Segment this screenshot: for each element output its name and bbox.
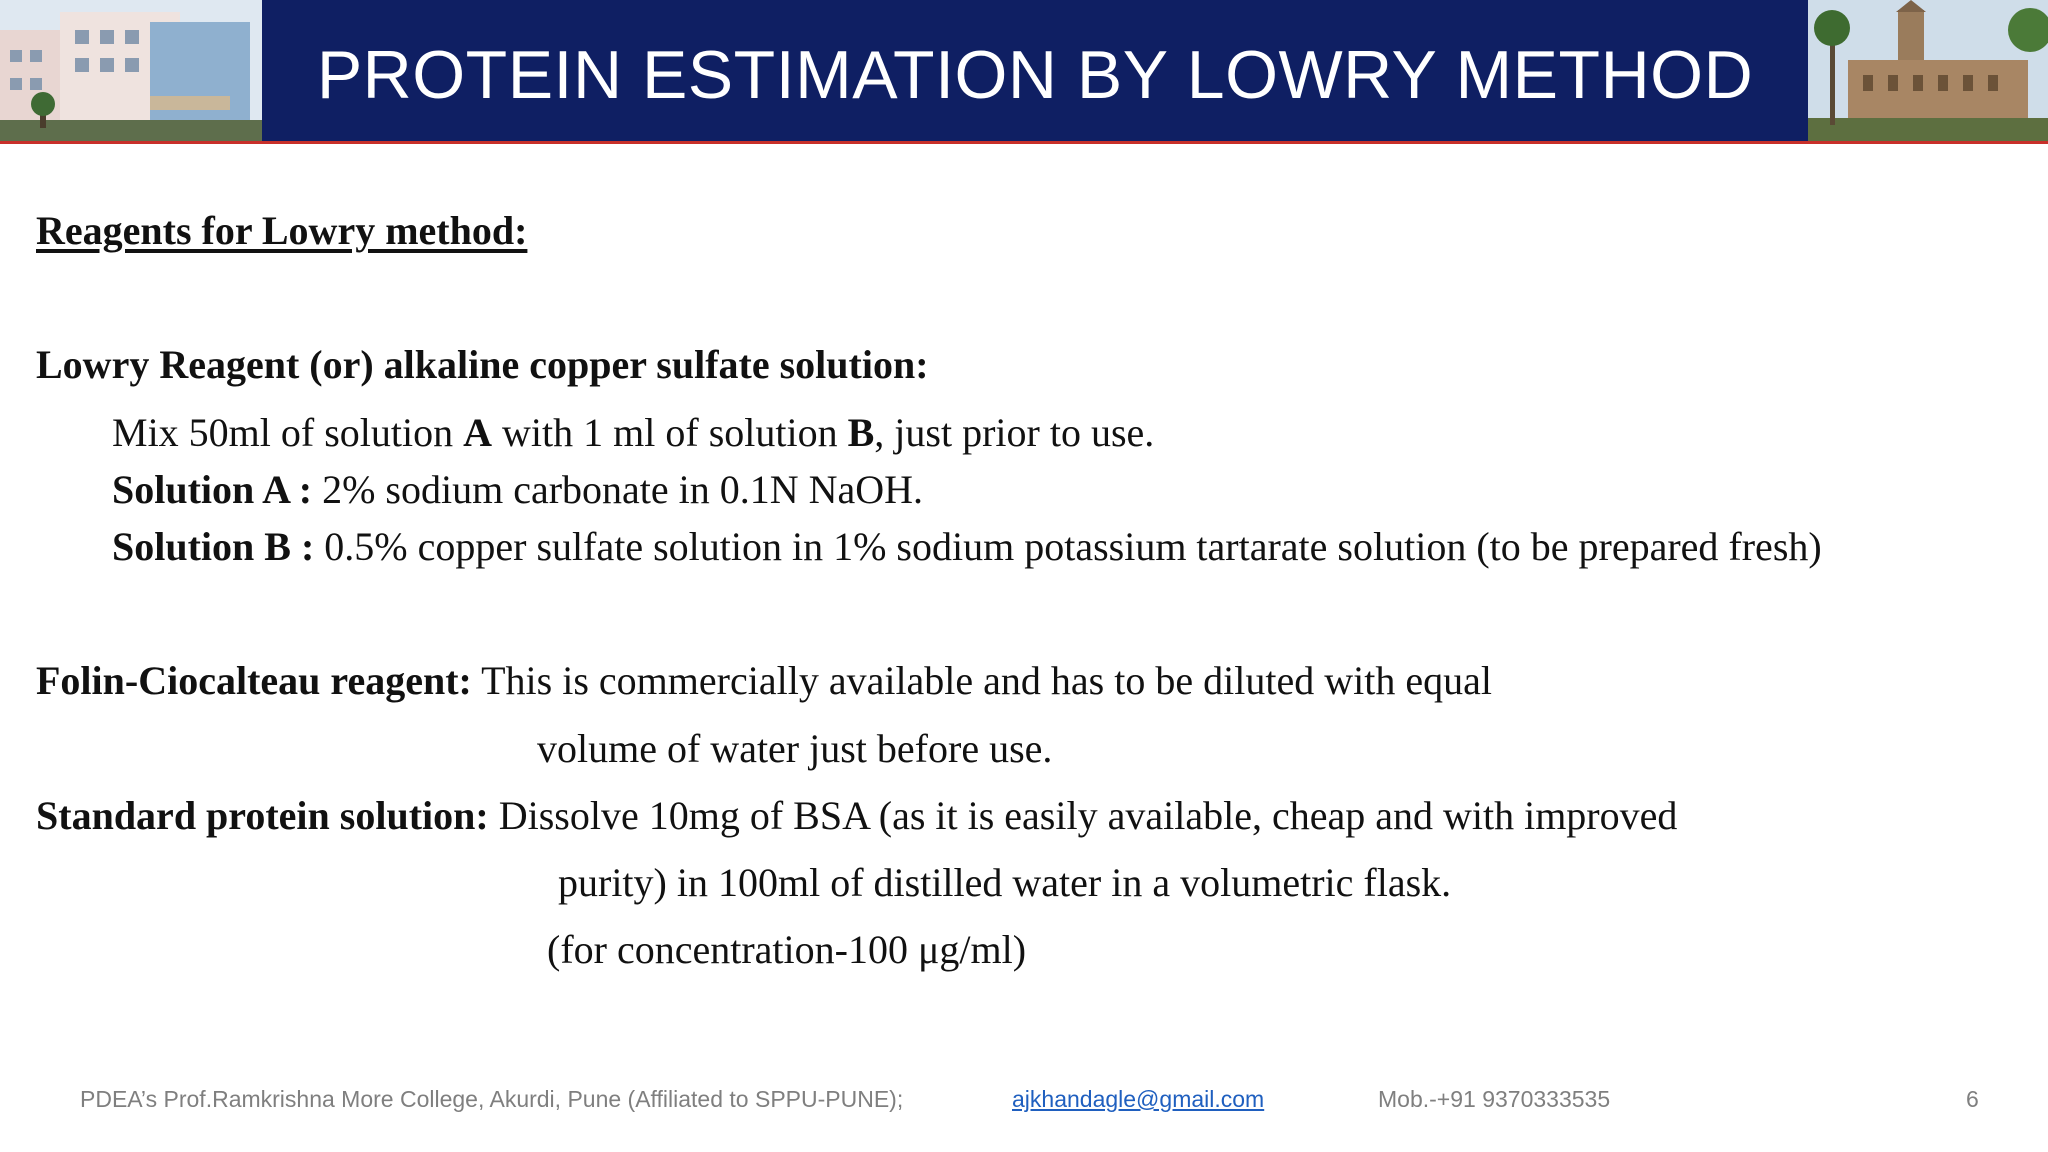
college-building-photo (0, 0, 262, 141)
footer-mobile: Mob.-+91 9370333535 (1378, 1086, 1611, 1112)
slide-title: PROTEIN ESTIMATION BY LOWRY METHOD (316, 36, 1754, 113)
standard-line-2: purity) in 100ml of distilled water in a volumetric flask. (558, 860, 1452, 905)
heritage-building-image (1808, 0, 2048, 141)
lowry-reagent-label: Lowry Reagent (or) alkaline copper sulfate solution: (36, 342, 929, 387)
footer-email-link[interactable]: ajkhandagle@gmail.com (1012, 1086, 1265, 1112)
solution-b-label: Solution B : (112, 524, 325, 569)
lowry-mix-instruction (112, 410, 1155, 455)
mix-solution-b: B (847, 410, 875, 455)
mix-text-1: Mix 50ml of solution (112, 410, 464, 455)
solution-a-label: Solution A : (112, 467, 323, 512)
page-number: 6 (1966, 1086, 1979, 1112)
heritage-building-photo (1808, 0, 2048, 141)
solution-a-line (112, 467, 924, 512)
college-building-image (0, 0, 262, 141)
solution-a-text: 2% sodium carbonate in 0.1N NaOH. (322, 467, 924, 512)
section-heading: Reagents for Lowry method: (36, 208, 528, 253)
mix-text-2: with 1 ml of solution (492, 410, 848, 455)
standard-line-1 (36, 793, 1678, 838)
folin-text-1: This is commercially available and has to be diluted with equal (471, 658, 1492, 703)
solution-b-text: 0.5% copper sulfate solution in 1% sodium potassium tartarate solution (to be prepared fresh) (324, 524, 1822, 569)
standard-text-1: Dissolve 10mg of BSA (as it is easily available, cheap and with improved (488, 793, 1678, 838)
solution-b-line (112, 524, 1822, 569)
standard-label: Standard protein solution: (36, 793, 489, 838)
mix-text-3: , just prior to use. (874, 410, 1155, 455)
folin-line-1 (36, 658, 1492, 703)
folin-line-2: volume of water just before use. (537, 726, 1053, 771)
footer-college: PDEA’s Prof.Ramkrishna More College, Akurdi, Pune (Affiliated to SPPU-PUNE); (80, 1086, 904, 1112)
folin-label: Folin-Ciocalteau reagent: (36, 658, 472, 703)
standard-line-3: (for concentration-100 μg/ml) (547, 927, 1027, 972)
mix-solution-a: A (463, 410, 493, 455)
header-accent-line (0, 141, 2048, 144)
